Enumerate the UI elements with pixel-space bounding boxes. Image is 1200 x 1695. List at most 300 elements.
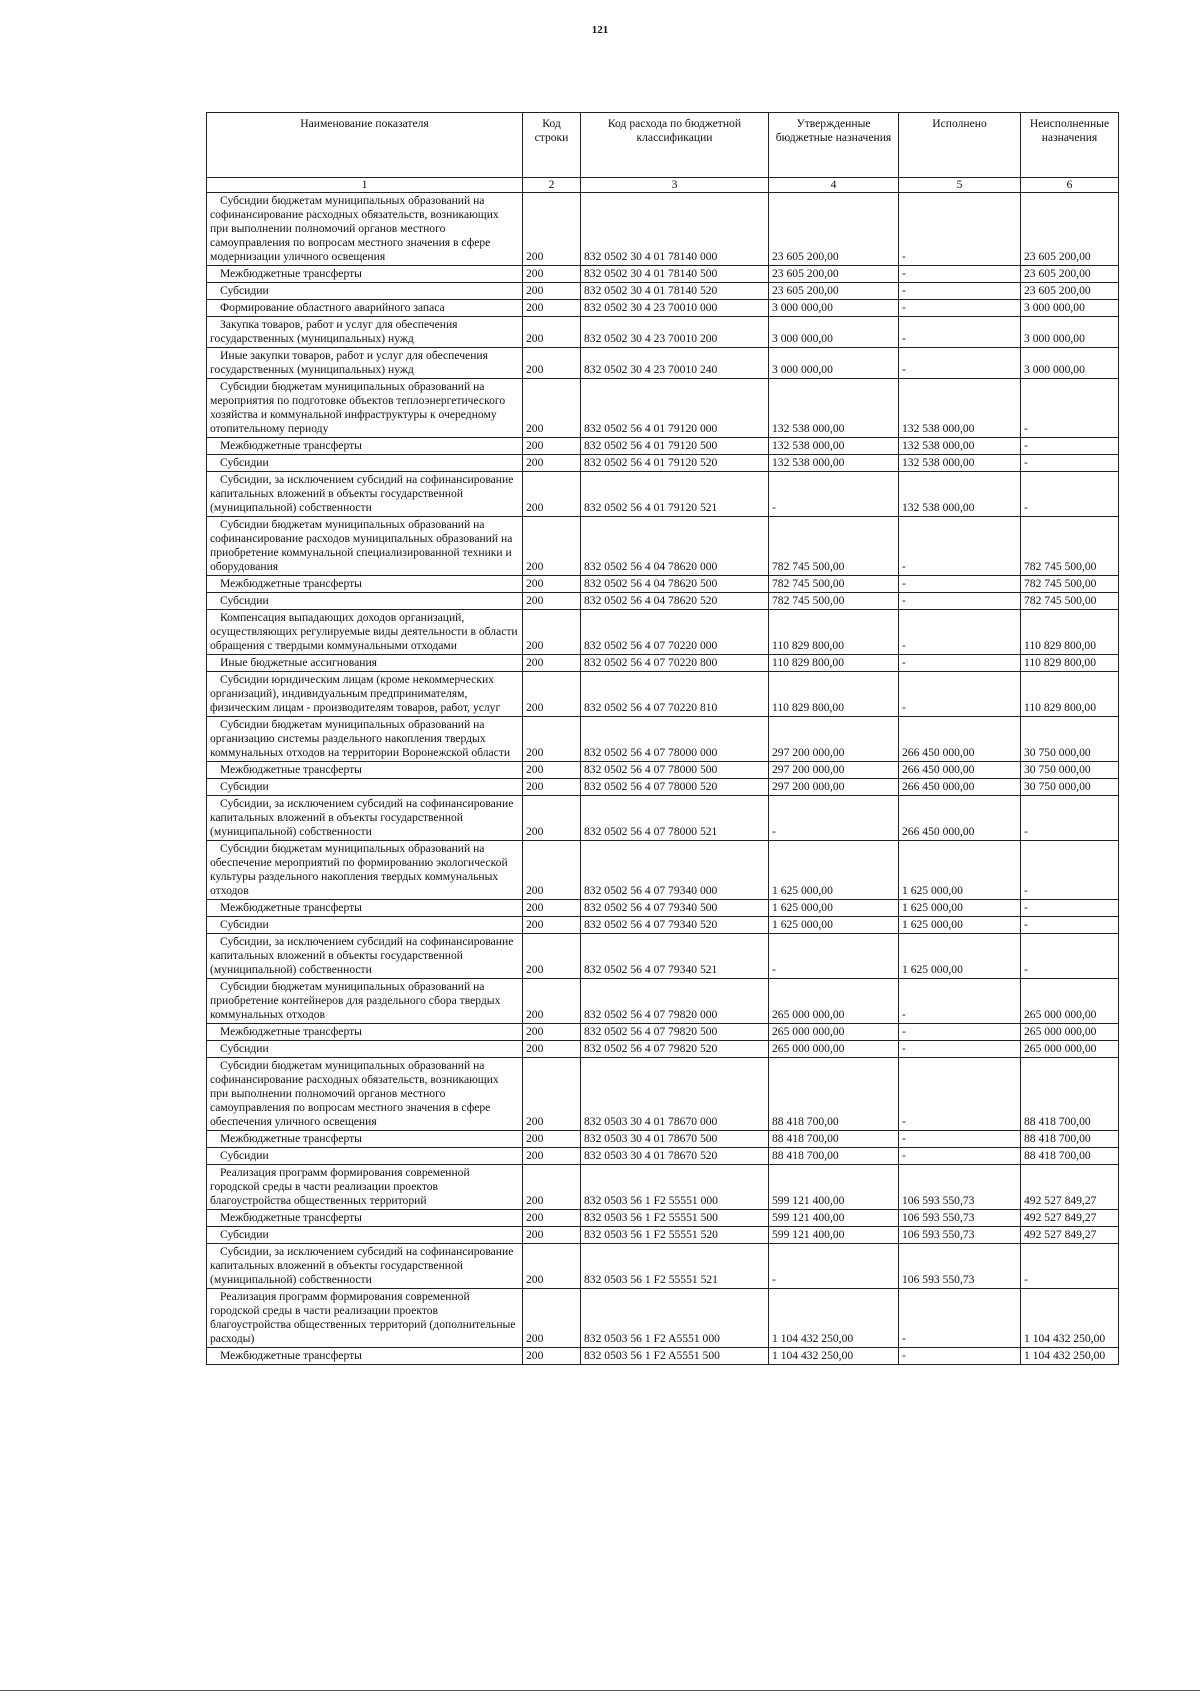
row-unexecuted-amount: 23 605 200,00	[1021, 283, 1119, 300]
row-indicator-name-text: Субсидии	[220, 456, 269, 469]
row-indicator-name	[207, 779, 523, 796]
row-approved-amount: 599 121 400,00	[769, 1227, 899, 1244]
row-indicator-name-text: Субсидии юридическим лицам (кроме некоммерческих организаций), индивидуальным предпринимателям, физическим лицам - производителям товаров, работ, услуг	[210, 673, 501, 714]
row-line-code: 200	[523, 438, 581, 455]
table-row	[207, 717, 1119, 762]
row-approved-amount: 297 200 000,00	[769, 717, 899, 762]
row-approved-amount: 1 104 432 250,00	[769, 1289, 899, 1348]
row-budget-class-code: 832 0502 56 4 07 79340 500	[581, 900, 769, 917]
row-indicator-name	[207, 1148, 523, 1165]
row-indicator-name-text: Межбюджетные трансферты	[220, 1025, 362, 1038]
row-indicator-name-text: Субсидии, за исключением субсидий на софинансирование капитальных вложений в объекты государственной (муниципальной) собственности	[210, 473, 514, 514]
row-indicator-name-text: Субсидии бюджетам муниципальных образований на софинансирование расходов муниципальных образований на приобретение коммунальной специализированной техники и оборудования	[210, 518, 513, 573]
row-indicator-name-text: Субсидии	[220, 594, 269, 607]
row-unexecuted-amount: 265 000 000,00	[1021, 1024, 1119, 1041]
table-row	[207, 1244, 1119, 1289]
row-indicator-name-text: Межбюджетные трансферты	[220, 763, 362, 776]
row-approved-amount: 110 829 800,00	[769, 655, 899, 672]
row-unexecuted-amount: 88 418 700,00	[1021, 1148, 1119, 1165]
row-executed-amount: 1 625 000,00	[899, 900, 1021, 917]
row-approved-amount: 599 121 400,00	[769, 1210, 899, 1227]
table-header-row	[207, 113, 1119, 178]
table-row	[207, 762, 1119, 779]
row-approved-amount: 132 538 000,00	[769, 379, 899, 438]
row-executed-amount: -	[899, 283, 1021, 300]
row-line-code: 200	[523, 1210, 581, 1227]
row-indicator-name-text: Межбюджетные трансферты	[220, 1211, 362, 1224]
row-unexecuted-amount: 492 527 849,27	[1021, 1210, 1119, 1227]
row-executed-amount: -	[899, 655, 1021, 672]
table-row	[207, 517, 1119, 576]
row-budget-class-code: 832 0502 56 4 01 79120 521	[581, 472, 769, 517]
row-line-code: 200	[523, 610, 581, 655]
row-line-code: 200	[523, 979, 581, 1024]
row-budget-class-code: 832 0502 56 4 07 79340 520	[581, 917, 769, 934]
table-row	[207, 576, 1119, 593]
row-unexecuted-amount: -	[1021, 917, 1119, 934]
row-budget-class-code: 832 0502 56 4 07 70220 000	[581, 610, 769, 655]
row-indicator-name-text: Компенсация выпадающих доходов организаций, осуществляющих регулируемые виды деятельности в области обращения с твердыми коммунальными отходами	[210, 611, 518, 652]
row-executed-amount: -	[899, 1024, 1021, 1041]
row-line-code: 200	[523, 317, 581, 348]
table-row	[207, 1227, 1119, 1244]
row-indicator-name-text: Субсидии бюджетам муниципальных образований на обеспечение мероприятий по формированию экологической культуры раздельного накопления твердых коммунальных отходов	[210, 842, 508, 897]
row-indicator-name-text: Субсидии	[220, 1149, 269, 1162]
row-unexecuted-amount: 30 750 000,00	[1021, 779, 1119, 796]
row-indicator-name-text: Реализация программ формирования современной городской среды в части реализации проектов благоустройства общественных территорий (дополнительные расходы)	[210, 1290, 516, 1345]
row-indicator-name-text: Межбюджетные трансферты	[220, 1349, 362, 1362]
row-unexecuted-amount: -	[1021, 472, 1119, 517]
row-executed-amount: 1 625 000,00	[899, 934, 1021, 979]
row-executed-amount: -	[899, 593, 1021, 610]
row-unexecuted-amount: 30 750 000,00	[1021, 762, 1119, 779]
row-budget-class-code: 832 0502 30 4 23 70010 000	[581, 300, 769, 317]
table-row	[207, 300, 1119, 317]
row-indicator-name-text: Межбюджетные трансферты	[220, 1132, 362, 1145]
row-budget-class-code: 832 0502 56 4 01 79120 520	[581, 455, 769, 472]
row-executed-amount: 266 450 000,00	[899, 779, 1021, 796]
row-unexecuted-amount: 110 829 800,00	[1021, 610, 1119, 655]
row-line-code: 200	[523, 717, 581, 762]
table-row	[207, 841, 1119, 900]
row-unexecuted-amount: 782 745 500,00	[1021, 593, 1119, 610]
table-row	[207, 193, 1119, 266]
header-line-code: Код строки	[523, 113, 581, 178]
row-budget-class-code: 832 0502 56 4 07 79340 000	[581, 841, 769, 900]
row-unexecuted-amount: -	[1021, 1244, 1119, 1289]
row-executed-amount: 106 593 550,73	[899, 1210, 1021, 1227]
row-budget-class-code: 832 0503 56 1 F2 55551 521	[581, 1244, 769, 1289]
row-line-code: 200	[523, 283, 581, 300]
header-approved: Утвержденные бюджетные назначения	[769, 113, 899, 178]
row-approved-amount: 88 418 700,00	[769, 1131, 899, 1148]
row-line-code: 200	[523, 1131, 581, 1148]
row-executed-amount: 106 593 550,73	[899, 1227, 1021, 1244]
row-approved-amount: 23 605 200,00	[769, 193, 899, 266]
table-row	[207, 266, 1119, 283]
row-indicator-name-text: Субсидии	[220, 284, 269, 297]
row-indicator-name	[207, 1131, 523, 1148]
row-unexecuted-amount: 492 527 849,27	[1021, 1165, 1119, 1210]
row-line-code: 200	[523, 1165, 581, 1210]
row-budget-class-code: 832 0502 30 4 23 70010 200	[581, 317, 769, 348]
row-line-code: 200	[523, 796, 581, 841]
row-approved-amount: 3 000 000,00	[769, 300, 899, 317]
column-number: 3	[581, 178, 769, 193]
table-row	[207, 379, 1119, 438]
row-line-code: 200	[523, 266, 581, 283]
table-row	[207, 796, 1119, 841]
row-unexecuted-amount: 1 104 432 250,00	[1021, 1348, 1119, 1365]
row-budget-class-code: 832 0502 56 4 07 79820 000	[581, 979, 769, 1024]
table-row	[207, 348, 1119, 379]
row-indicator-name	[207, 979, 523, 1024]
row-approved-amount: 782 745 500,00	[769, 517, 899, 576]
row-budget-class-code: 832 0502 56 4 07 78000 000	[581, 717, 769, 762]
row-indicator-name	[207, 1024, 523, 1041]
row-executed-amount: -	[899, 266, 1021, 283]
row-indicator-name-text: Реализация программ формирования современной городской среды в части реализации проектов благоустройства общественных территорий	[210, 1166, 470, 1207]
row-indicator-name-text: Закупка товаров, работ и услуг для обеспечения государственных (муниципальных) нужд	[210, 318, 458, 345]
row-unexecuted-amount: 3 000 000,00	[1021, 300, 1119, 317]
row-approved-amount: 132 538 000,00	[769, 455, 899, 472]
row-budget-class-code: 832 0502 56 4 07 70220 810	[581, 672, 769, 717]
column-number: 4	[769, 178, 899, 193]
row-indicator-name	[207, 796, 523, 841]
header-unexecuted: Неисполненные назначения	[1021, 113, 1119, 178]
row-line-code: 200	[523, 1227, 581, 1244]
table-row	[207, 1024, 1119, 1041]
row-unexecuted-amount: -	[1021, 934, 1119, 979]
row-approved-amount: -	[769, 934, 899, 979]
table-row	[207, 317, 1119, 348]
row-indicator-name-text: Межбюджетные трансферты	[220, 577, 362, 590]
row-approved-amount: 3 000 000,00	[769, 348, 899, 379]
table-row	[207, 1041, 1119, 1058]
row-executed-amount: -	[899, 576, 1021, 593]
row-executed-amount: 266 450 000,00	[899, 717, 1021, 762]
row-line-code: 200	[523, 1289, 581, 1348]
row-indicator-name	[207, 266, 523, 283]
row-indicator-name-text: Субсидии	[220, 918, 269, 931]
table-row	[207, 593, 1119, 610]
row-indicator-name	[207, 900, 523, 917]
row-line-code: 200	[523, 193, 581, 266]
row-line-code: 200	[523, 934, 581, 979]
table-row	[207, 1165, 1119, 1210]
row-executed-amount: -	[899, 517, 1021, 576]
row-unexecuted-amount: -	[1021, 379, 1119, 438]
row-indicator-name	[207, 1227, 523, 1244]
row-approved-amount: 110 829 800,00	[769, 610, 899, 655]
table-row	[207, 1148, 1119, 1165]
row-line-code: 200	[523, 779, 581, 796]
row-approved-amount: 297 200 000,00	[769, 762, 899, 779]
row-line-code: 200	[523, 472, 581, 517]
row-approved-amount: 132 538 000,00	[769, 438, 899, 455]
row-indicator-name-text: Субсидии бюджетам муниципальных образований на мероприятия по подготовке объектов теплоэнергетического хозяйства и коммунальной инфраструктуры к очередному отопительному периоду	[210, 380, 506, 435]
row-indicator-name-text: Субсидии	[220, 1228, 269, 1241]
row-indicator-name-text: Субсидии, за исключением субсидий на софинансирование капитальных вложений в объекты государственной (муниципальной) собственности	[210, 1245, 514, 1286]
page-bottom-rule	[0, 1690, 1200, 1691]
row-line-code: 200	[523, 655, 581, 672]
row-unexecuted-amount: -	[1021, 455, 1119, 472]
row-indicator-name	[207, 1244, 523, 1289]
row-budget-class-code: 832 0502 56 4 07 79340 521	[581, 934, 769, 979]
row-executed-amount: -	[899, 317, 1021, 348]
row-indicator-name-text: Иные бюджетные ассигнования	[220, 656, 377, 669]
row-approved-amount: 599 121 400,00	[769, 1165, 899, 1210]
row-approved-amount: 110 829 800,00	[769, 672, 899, 717]
row-approved-amount: 23 605 200,00	[769, 283, 899, 300]
row-line-code: 200	[523, 1148, 581, 1165]
row-approved-amount: 1 625 000,00	[769, 917, 899, 934]
row-indicator-name	[207, 1210, 523, 1227]
row-budget-class-code: 832 0502 56 4 07 79820 500	[581, 1024, 769, 1041]
row-indicator-name	[207, 841, 523, 900]
row-approved-amount: 782 745 500,00	[769, 593, 899, 610]
row-executed-amount: -	[899, 1289, 1021, 1348]
row-line-code: 200	[523, 1058, 581, 1131]
table-row	[207, 455, 1119, 472]
row-unexecuted-amount: 3 000 000,00	[1021, 348, 1119, 379]
row-executed-amount: -	[899, 610, 1021, 655]
row-budget-class-code: 832 0502 30 4 01 78140 000	[581, 193, 769, 266]
row-indicator-name	[207, 1348, 523, 1365]
row-line-code: 200	[523, 672, 581, 717]
row-unexecuted-amount: 782 745 500,00	[1021, 517, 1119, 576]
row-unexecuted-amount: -	[1021, 796, 1119, 841]
column-number-row	[207, 178, 1119, 193]
column-number: 1	[207, 178, 523, 193]
table-row	[207, 979, 1119, 1024]
table-row	[207, 655, 1119, 672]
column-number: 6	[1021, 178, 1119, 193]
row-budget-class-code: 832 0503 30 4 01 78670 520	[581, 1148, 769, 1165]
row-indicator-name-text: Субсидии бюджетам муниципальных образований на софинансирование расходных обязательств, возникающих при выполнении полномочий органов местного самоуправления по вопросам местного значения в сфере модернизации уличного освещения	[210, 194, 499, 263]
row-executed-amount: -	[899, 193, 1021, 266]
row-executed-amount: 132 538 000,00	[899, 438, 1021, 455]
row-unexecuted-amount: 782 745 500,00	[1021, 576, 1119, 593]
row-unexecuted-amount: 23 605 200,00	[1021, 193, 1119, 266]
row-executed-amount: 106 593 550,73	[899, 1165, 1021, 1210]
header-executed: Исполнено	[899, 113, 1021, 178]
row-approved-amount: 782 745 500,00	[769, 576, 899, 593]
row-executed-amount: -	[899, 1148, 1021, 1165]
row-line-code: 200	[523, 379, 581, 438]
row-budget-class-code: 832 0502 30 4 23 70010 240	[581, 348, 769, 379]
row-approved-amount: -	[769, 1244, 899, 1289]
table-row	[207, 472, 1119, 517]
row-budget-class-code: 832 0503 56 1 F2 A5551 000	[581, 1289, 769, 1348]
row-budget-class-code: 832 0502 56 4 04 78620 500	[581, 576, 769, 593]
row-budget-class-code: 832 0503 56 1 F2 55551 500	[581, 1210, 769, 1227]
row-budget-class-code: 832 0503 30 4 01 78670 000	[581, 1058, 769, 1131]
row-unexecuted-amount: 88 418 700,00	[1021, 1058, 1119, 1131]
row-executed-amount: 132 538 000,00	[899, 379, 1021, 438]
row-indicator-name-text: Субсидии бюджетам муниципальных образований на софинансирование расходных обязательств, возникающих при выполнении полномочий органов местного самоуправления по вопросам местного значения в сфере обеспечения уличного освещения	[210, 1059, 499, 1128]
table-row	[207, 934, 1119, 979]
row-approved-amount: 297 200 000,00	[769, 779, 899, 796]
row-executed-amount: 266 450 000,00	[899, 762, 1021, 779]
row-budget-class-code: 832 0502 56 4 01 79120 500	[581, 438, 769, 455]
row-executed-amount: 266 450 000,00	[899, 796, 1021, 841]
row-budget-class-code: 832 0502 56 4 01 79120 000	[581, 379, 769, 438]
row-unexecuted-amount: 30 750 000,00	[1021, 717, 1119, 762]
row-budget-class-code: 832 0502 56 4 04 78620 000	[581, 517, 769, 576]
row-executed-amount: 1 625 000,00	[899, 917, 1021, 934]
budget-execution-table	[206, 112, 1119, 1365]
table-row	[207, 1131, 1119, 1148]
row-line-code: 200	[523, 917, 581, 934]
row-indicator-name	[207, 1041, 523, 1058]
row-budget-class-code: 832 0503 30 4 01 78670 500	[581, 1131, 769, 1148]
row-indicator-name	[207, 762, 523, 779]
row-executed-amount: 106 593 550,73	[899, 1244, 1021, 1289]
page-number: 121	[591, 24, 609, 36]
table-row	[207, 1210, 1119, 1227]
row-approved-amount: 265 000 000,00	[769, 1041, 899, 1058]
row-approved-amount: 265 000 000,00	[769, 979, 899, 1024]
row-budget-class-code: 832 0502 56 4 07 78000 520	[581, 779, 769, 796]
row-unexecuted-amount: 88 418 700,00	[1021, 1131, 1119, 1148]
row-unexecuted-amount: 265 000 000,00	[1021, 1041, 1119, 1058]
row-indicator-name	[207, 472, 523, 517]
row-indicator-name-text: Межбюджетные трансферты	[220, 439, 362, 452]
row-approved-amount: 88 418 700,00	[769, 1058, 899, 1131]
row-indicator-name	[207, 1289, 523, 1348]
row-unexecuted-amount: 492 527 849,27	[1021, 1227, 1119, 1244]
row-executed-amount: -	[899, 672, 1021, 717]
row-indicator-name-text: Формирование областного аварийного запаса	[220, 301, 445, 314]
column-number: 5	[899, 178, 1021, 193]
row-executed-amount: -	[899, 300, 1021, 317]
table-row	[207, 779, 1119, 796]
row-indicator-name	[207, 610, 523, 655]
row-line-code: 200	[523, 762, 581, 779]
row-indicator-name-text: Субсидии, за исключением субсидий на софинансирование капитальных вложений в объекты государственной (муниципальной) собственности	[210, 797, 514, 838]
row-indicator-name-text: Субсидии, за исключением субсидий на софинансирование капитальных вложений в объекты государственной (муниципальной) собственности	[210, 935, 514, 976]
row-unexecuted-amount: 110 829 800,00	[1021, 672, 1119, 717]
row-indicator-name-text: Субсидии бюджетам муниципальных образований на приобретение контейнеров для раздельного сбора твердых коммунальных отходов	[210, 980, 501, 1021]
row-indicator-name	[207, 379, 523, 438]
row-executed-amount: -	[899, 1058, 1021, 1131]
row-indicator-name	[207, 300, 523, 317]
row-line-code: 200	[523, 455, 581, 472]
header-budget-class-code: Код расхода по бюджетной классификации	[581, 113, 769, 178]
row-budget-class-code: 832 0502 56 4 07 78000 521	[581, 796, 769, 841]
table-row	[207, 438, 1119, 455]
row-indicator-name	[207, 1165, 523, 1210]
row-approved-amount: 88 418 700,00	[769, 1148, 899, 1165]
row-indicator-name	[207, 283, 523, 300]
row-unexecuted-amount: 1 104 432 250,00	[1021, 1289, 1119, 1348]
table-row	[207, 917, 1119, 934]
row-line-code: 200	[523, 593, 581, 610]
row-budget-class-code: 832 0502 30 4 01 78140 500	[581, 266, 769, 283]
row-approved-amount: -	[769, 796, 899, 841]
row-line-code: 200	[523, 1024, 581, 1041]
row-unexecuted-amount: 3 000 000,00	[1021, 317, 1119, 348]
row-budget-class-code: 832 0503 56 1 F2 A5551 500	[581, 1348, 769, 1365]
row-executed-amount: -	[899, 1041, 1021, 1058]
row-approved-amount: 1 625 000,00	[769, 900, 899, 917]
table-row	[207, 1289, 1119, 1348]
row-indicator-name-text: Межбюджетные трансферты	[220, 901, 362, 914]
row-line-code: 200	[523, 841, 581, 900]
row-indicator-name	[207, 717, 523, 762]
row-indicator-name	[207, 438, 523, 455]
row-line-code: 200	[523, 1348, 581, 1365]
row-approved-amount: 3 000 000,00	[769, 317, 899, 348]
row-unexecuted-amount: -	[1021, 900, 1119, 917]
row-budget-class-code: 832 0502 30 4 01 78140 520	[581, 283, 769, 300]
row-approved-amount: 23 605 200,00	[769, 266, 899, 283]
row-indicator-name	[207, 576, 523, 593]
row-unexecuted-amount: 265 000 000,00	[1021, 979, 1119, 1024]
table-row	[207, 1058, 1119, 1131]
row-budget-class-code: 832 0502 56 4 07 70220 800	[581, 655, 769, 672]
table-row	[207, 283, 1119, 300]
row-indicator-name	[207, 655, 523, 672]
row-line-code: 200	[523, 517, 581, 576]
row-approved-amount: 1 104 432 250,00	[769, 1348, 899, 1365]
row-line-code: 200	[523, 348, 581, 379]
row-indicator-name	[207, 917, 523, 934]
row-executed-amount: -	[899, 1131, 1021, 1148]
row-line-code: 200	[523, 900, 581, 917]
row-indicator-name	[207, 1058, 523, 1131]
row-indicator-name-text: Межбюджетные трансферты	[220, 267, 362, 280]
row-line-code: 200	[523, 300, 581, 317]
row-executed-amount: -	[899, 348, 1021, 379]
row-indicator-name	[207, 348, 523, 379]
row-approved-amount: 265 000 000,00	[769, 1024, 899, 1041]
row-executed-amount: 132 538 000,00	[899, 472, 1021, 517]
row-indicator-name-text: Иные закупки товаров, работ и услуг для обеспечения государственных (муниципальных) нужд	[210, 349, 488, 376]
row-budget-class-code: 832 0502 56 4 04 78620 520	[581, 593, 769, 610]
table-row	[207, 1348, 1119, 1365]
row-budget-class-code: 832 0502 56 4 07 78000 500	[581, 762, 769, 779]
row-indicator-name	[207, 593, 523, 610]
row-line-code: 200	[523, 1041, 581, 1058]
row-indicator-name-text: Субсидии	[220, 780, 269, 793]
row-indicator-name	[207, 934, 523, 979]
table-row	[207, 900, 1119, 917]
row-budget-class-code: 832 0503 56 1 F2 55551 520	[581, 1227, 769, 1244]
row-unexecuted-amount: 110 829 800,00	[1021, 655, 1119, 672]
row-indicator-name	[207, 455, 523, 472]
row-unexecuted-amount: -	[1021, 841, 1119, 900]
row-unexecuted-amount: -	[1021, 438, 1119, 455]
row-line-code: 200	[523, 576, 581, 593]
row-budget-class-code: 832 0503 56 1 F2 55551 000	[581, 1165, 769, 1210]
row-indicator-name	[207, 517, 523, 576]
row-indicator-name-text: Субсидии	[220, 1042, 269, 1055]
row-budget-class-code: 832 0502 56 4 07 79820 520	[581, 1041, 769, 1058]
row-unexecuted-amount: 23 605 200,00	[1021, 266, 1119, 283]
row-executed-amount: 1 625 000,00	[899, 841, 1021, 900]
row-executed-amount: 132 538 000,00	[899, 455, 1021, 472]
row-indicator-name-text: Субсидии бюджетам муниципальных образований на организацию системы раздельного накопления твердых коммунальных отходов на территории Воронежской области	[210, 718, 511, 759]
table-row	[207, 672, 1119, 717]
header-indicator-name: Наименование показателя	[207, 113, 523, 178]
row-line-code: 200	[523, 1244, 581, 1289]
row-executed-amount: -	[899, 979, 1021, 1024]
row-indicator-name	[207, 672, 523, 717]
table-row	[207, 610, 1119, 655]
row-executed-amount: -	[899, 1348, 1021, 1365]
